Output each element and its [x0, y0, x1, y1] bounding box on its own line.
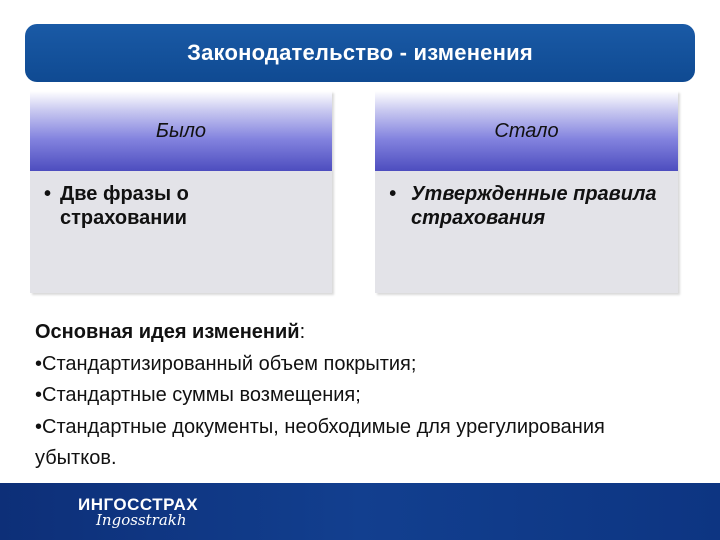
main-idea-heading — [35, 317, 635, 349]
list-item — [44, 182, 318, 230]
before-panel — [30, 91, 332, 293]
slide-title: Законодательство - изменения — [187, 40, 533, 65]
main-idea-bullet-2: •Стандартные суммы возмещения; — [35, 384, 361, 406]
after-item-text: Утвержденные правила страхования — [411, 183, 657, 229]
before-header-label: Было — [155, 119, 207, 142]
footer-bar — [0, 483, 720, 540]
logo-wordmark: ИНГОССТРАХ — [78, 495, 199, 514]
bullet-icon: • — [389, 183, 397, 205]
after-header — [375, 91, 678, 171]
main-idea-bullet-3: •Стандартные документы, необходимые для урегулирования убытков. — [35, 415, 605, 469]
logo-script: Ingosstrakh — [96, 511, 187, 529]
bullet-icon: • — [44, 183, 52, 205]
main-idea-bullet-1: •Стандартизированный объем покрытия; — [35, 352, 417, 375]
before-item-text: Две фразы о страховании — [60, 183, 189, 229]
title-banner — [25, 24, 695, 82]
main-idea-colon: : — [299, 321, 306, 343]
before-body — [30, 171, 332, 230]
after-panel — [375, 91, 678, 293]
after-body — [375, 171, 678, 230]
main-idea-block — [35, 317, 635, 475]
before-header — [30, 91, 332, 171]
list-item — [389, 182, 664, 230]
after-header-label: Стало — [494, 119, 559, 142]
company-logo — [78, 495, 198, 535]
main-idea-lead: Основная идея изменений — [35, 321, 300, 343]
